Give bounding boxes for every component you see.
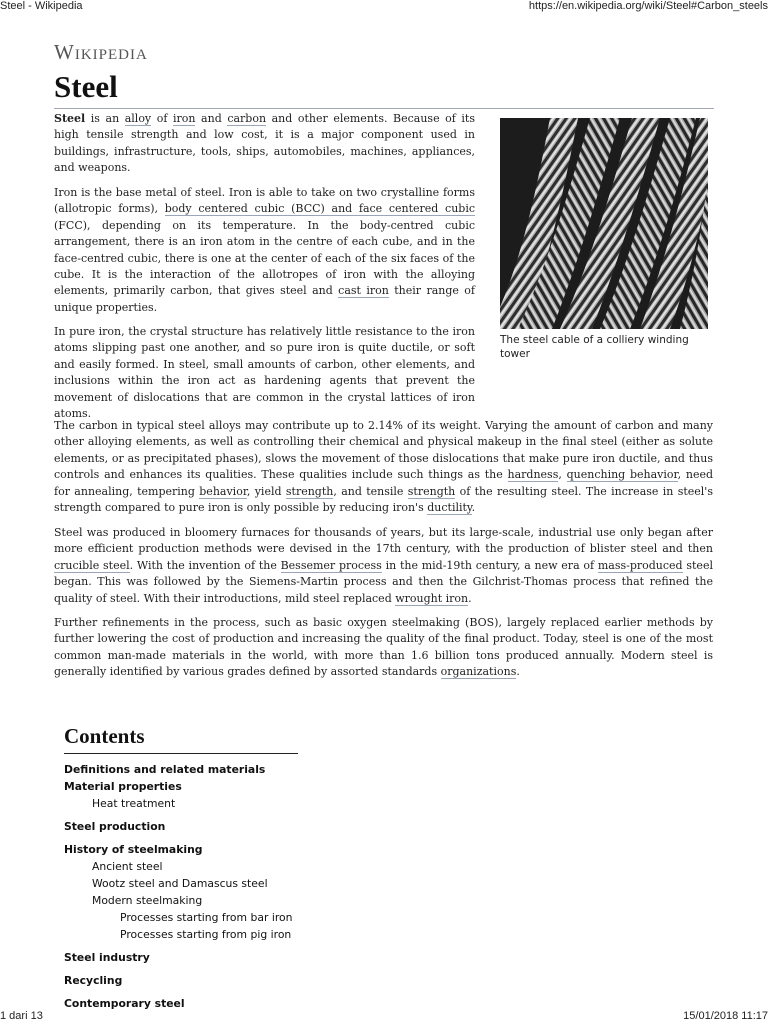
link-bcc-fcc[interactable]: body centered cubic (BCC) and face centered cubic xyxy=(164,202,475,216)
link-carbon[interactable]: carbon xyxy=(227,112,267,125)
paragraph-pure-iron: In pure iron, the crystal structure has relatively little resistance to the iron atoms slipping past one another, and so pure iron is quite ductile, or soft and easily formed. In steel, small amounts of carbon, other elements, and inclusions within the iron act as hardening agents that prevent the movement of dislocations that are common in the crystal lattices of iron atoms. xyxy=(54,325,475,421)
link-bessemer-process[interactable]: Bessemer process xyxy=(280,558,382,572)
toc-list xyxy=(64,761,298,1012)
toc-item[interactable]: Processes starting from pig iron xyxy=(120,928,292,941)
paragraph-history: Steel was produced in bloomery furnaces for thousands of years, but its large-scale, industrial use only began after more efficient production methods were devised in the 17th century, with the production of blister steel and then crucible steel. With the invention of the Bessemer process in the mid-19th century, a new era of mass-produced steel began. This was followed by the Siemens-Martin process and then the Gilchrist-Thomas process that refined the quality of steel. With their introductions, mild steel replaced wrought iron. xyxy=(54,526,713,605)
toc-item[interactable]: Wootz steel and Damascus steel xyxy=(92,877,268,890)
link-yield-strength[interactable]: strength xyxy=(285,484,334,498)
toc-item[interactable]: Contemporary steel xyxy=(64,997,185,1010)
toc-item[interactable]: Recycling xyxy=(64,974,123,987)
print-header-title: Steel - Wikipedia xyxy=(0,0,83,12)
steel-cable-image[interactable] xyxy=(500,118,708,329)
toc-item[interactable]: Modern steelmaking xyxy=(92,894,203,907)
toc-item[interactable]: Material properties xyxy=(64,780,182,793)
paragraph-intro: Steel is an alloy of iron and carbon and other elements. Because of its high tensile strength and low cost, it is a major component used in buildings, infrastructure, tools, ships, automobiles, machines, appliances, and weapons. xyxy=(54,112,475,175)
link-tensile-strength[interactable]: strength xyxy=(407,484,456,498)
paragraph-carbon: The carbon in typical steel alloys may contribute up to 2.14% of its weight. Varying the amount of carbon and many other alloying elements, as well as controlling their chemical and physical makeup in the final steel (either as solute elements, or as precipitated phases), slows the movement of those dislocations that make pure iron ductile, and thus controls and enhances its qualities. These qualities include such things as the hardness, quenching behavior, need for annealing, tempering behavior, yield strength, and tensile strength of the resulting steel. The increase in steel's strength compared to pure iron is only possible by reducing iron's ductility. xyxy=(54,419,713,515)
link-ductility[interactable]: ductility xyxy=(427,501,472,515)
toc-item[interactable]: Processes starting from bar iron xyxy=(120,911,293,924)
link-wrought-iron[interactable]: wrought iron xyxy=(395,591,469,605)
link-crucible-steel[interactable]: crucible steel xyxy=(54,558,130,572)
infobox-image xyxy=(500,118,708,361)
link-iron[interactable]: iron xyxy=(173,112,196,125)
link-mass-produced[interactable]: mass-produced xyxy=(597,558,683,572)
table-of-contents xyxy=(64,724,298,1012)
link-alloy[interactable]: alloy xyxy=(124,112,152,125)
page-title: Steel xyxy=(54,68,714,109)
toc-item[interactable]: Steel industry xyxy=(64,951,150,964)
print-footer xyxy=(0,1010,768,1024)
toc-item[interactable]: Ancient steel xyxy=(92,860,163,873)
toc-item[interactable]: History of steelmaking xyxy=(64,843,203,856)
link-behavior[interactable]: behavior xyxy=(199,484,247,498)
toc-item[interactable]: Steel production xyxy=(64,820,166,833)
link-cast-iron[interactable]: cast iron xyxy=(338,284,389,298)
infobox-caption: The steel cable of a colliery winding tower xyxy=(500,334,689,360)
toc-title: Contents xyxy=(64,724,298,754)
link-organizations[interactable]: organizations xyxy=(440,665,517,679)
wikipedia-logo[interactable]: Wikipedia xyxy=(54,40,148,64)
link-hardness[interactable]: hardness xyxy=(507,468,559,482)
print-header xyxy=(0,0,768,14)
article-term-bold: Steel xyxy=(54,112,86,125)
paragraph-crystal-forms: Iron is the base metal of steel. Iron is able to take on two crystalline forms (allotropic forms), body centered cubic (BCC) and face centered cubic (FCC), depending on its temperature. In the body-centred cubic arrangement, there is an iron atom in the centre of each cube, and in the face-centred cubic, there is one at the center of each of the six faces of the cube. It is the interaction of the allotropes of iron with the alloying elements, primarily carbon, that gives steel and cast iron their range of unique properties. xyxy=(54,186,475,314)
page-number: 1 dari 13 xyxy=(0,1010,43,1022)
print-datetime: 15/01/2018 11:17 xyxy=(683,1010,768,1022)
link-quenching-behavior[interactable]: quenching behavior xyxy=(566,468,678,482)
print-header-url[interactable]: https://en.wikipedia.org/wiki/Steel#Carbon_steels xyxy=(528,0,768,12)
toc-item[interactable]: Definitions and related materials xyxy=(64,763,266,776)
toc-item[interactable]: Heat treatment xyxy=(92,797,176,810)
paragraph-refinements: Further refinements in the process, such as basic oxygen steelmaking (BOS), largely replaced earlier methods by further lowering the cost of production and increasing the quality of the final product. Today, steel is one of the most common man-made materials in the world, with more than 1.6 billion tons produced annually. Modern steel is generally identified by various grades defined by assorted standards organizations. xyxy=(54,616,713,679)
